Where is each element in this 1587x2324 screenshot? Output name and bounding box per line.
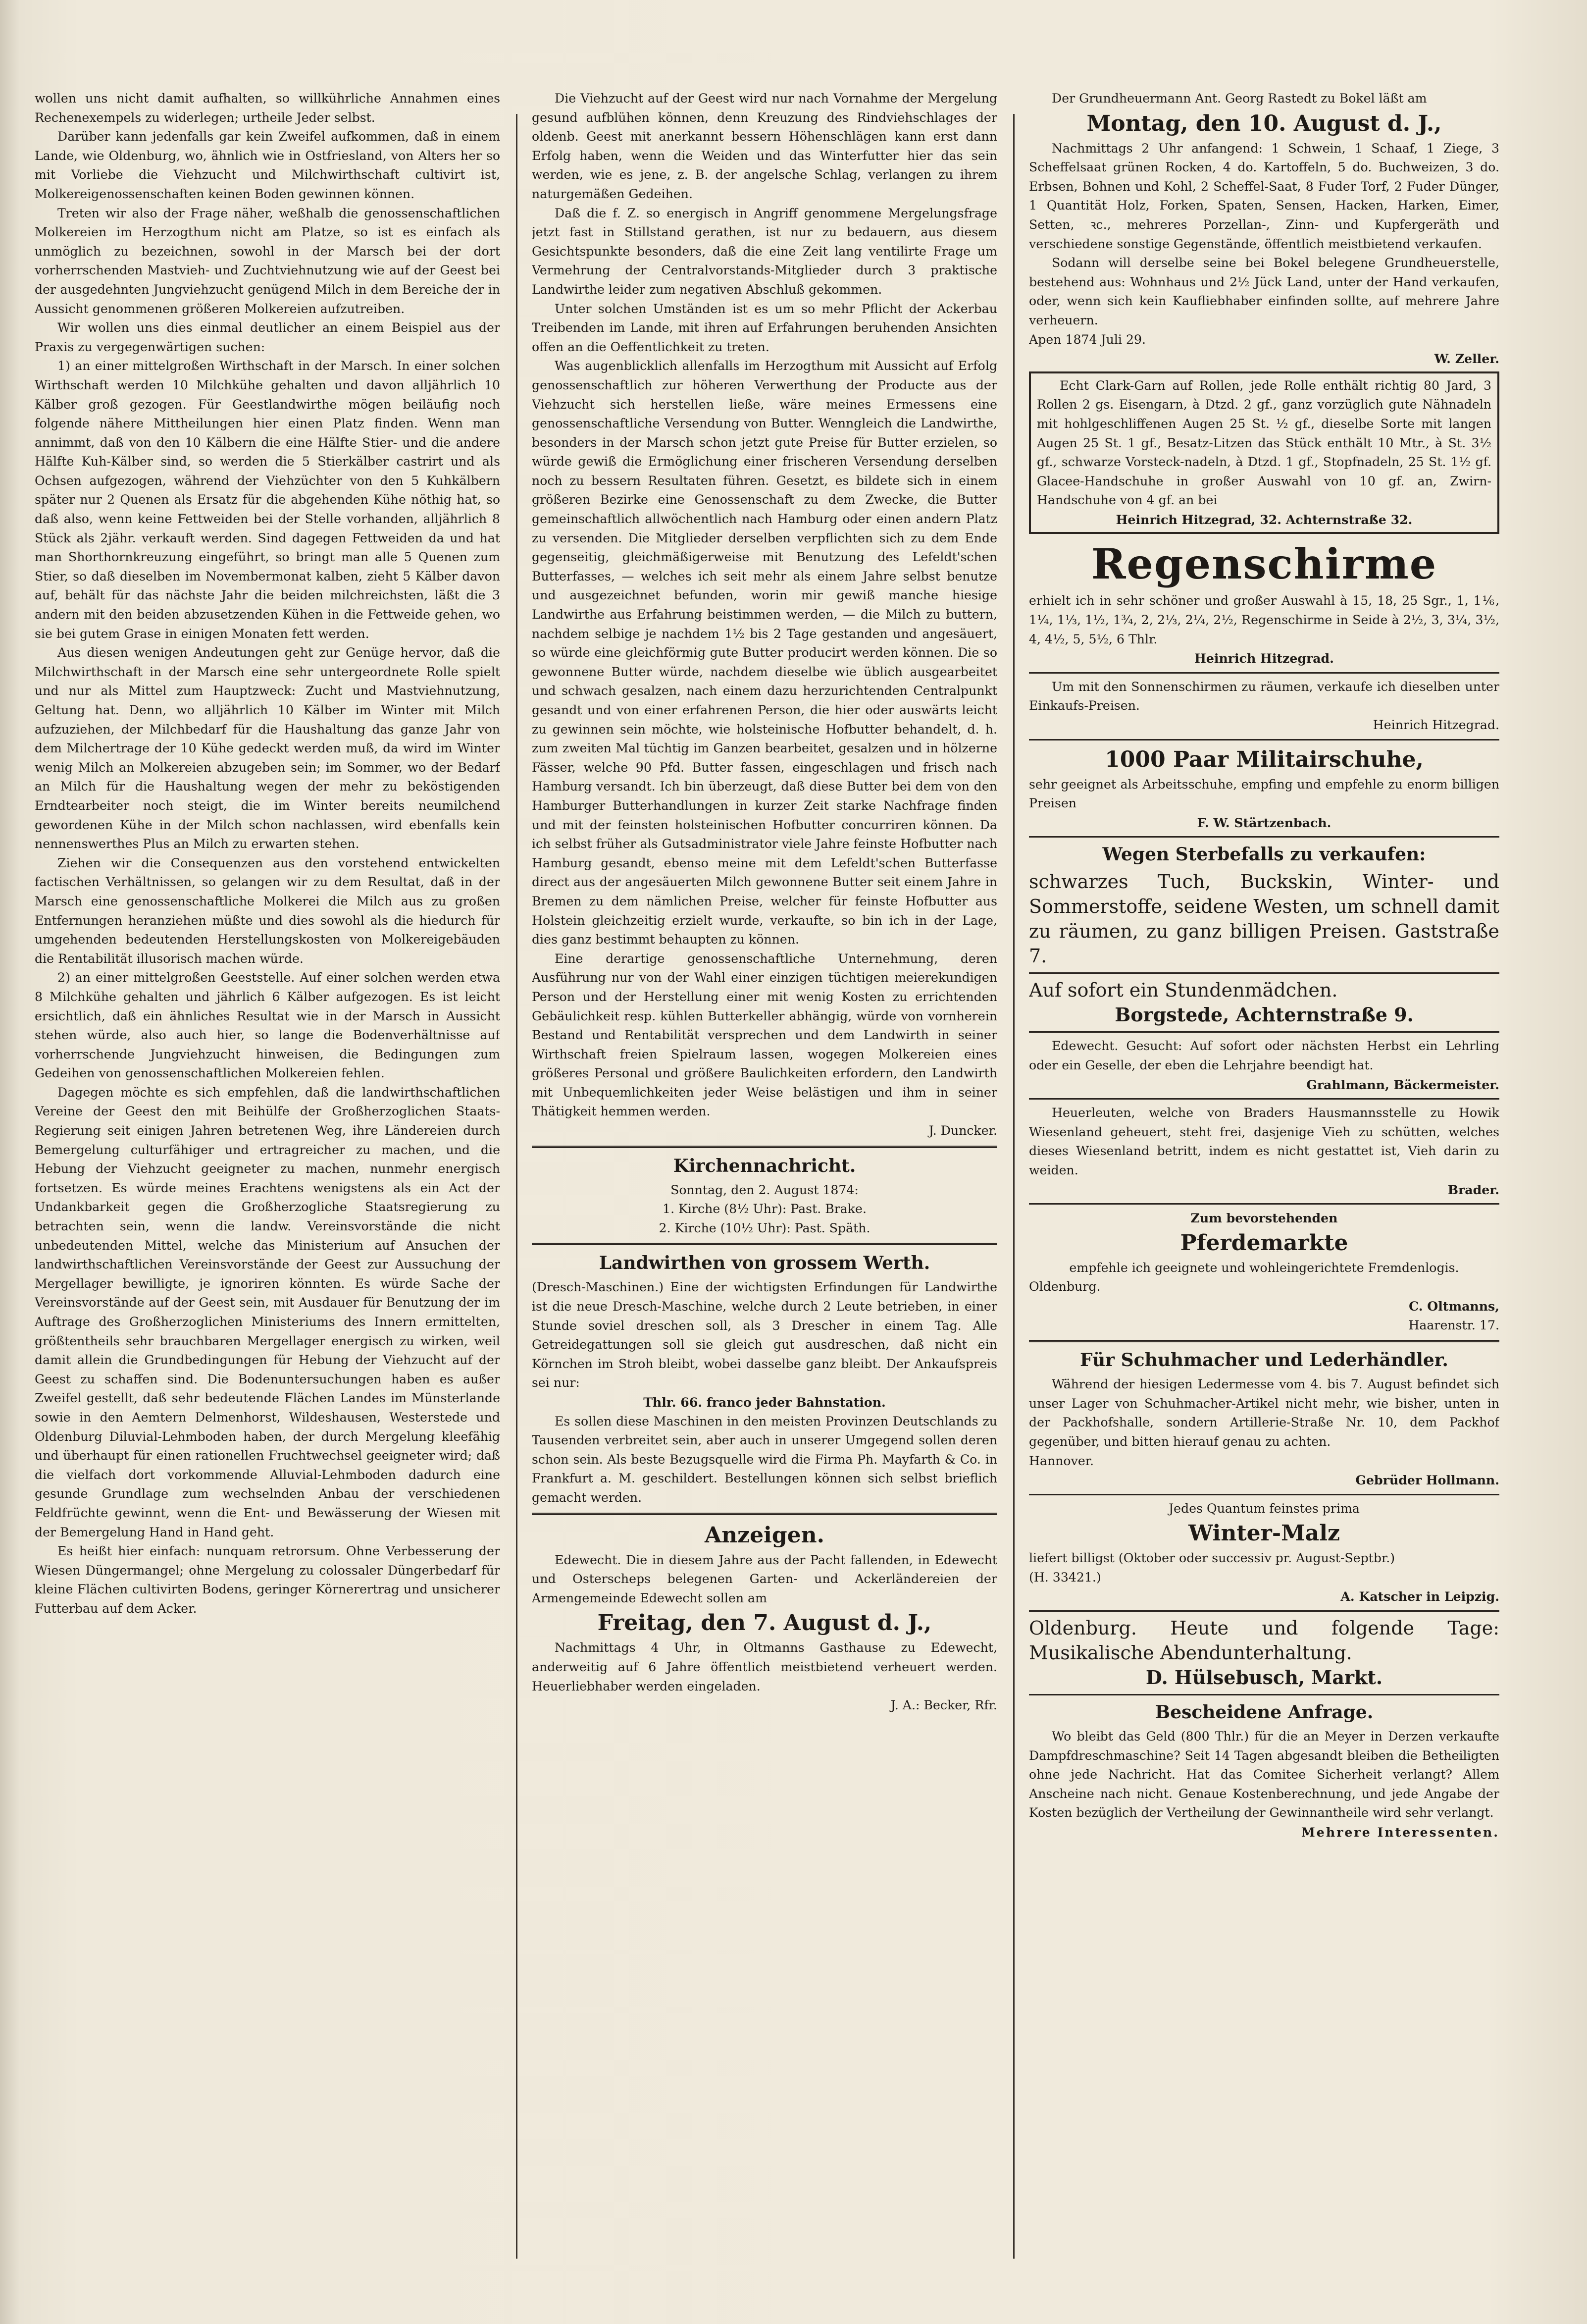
malt-code: (H. 33421.) — [1029, 1570, 1101, 1585]
malt-title: Winter-Malz — [1188, 1521, 1340, 1546]
auction-signature: W. Zeller. — [1434, 351, 1499, 367]
church-line: 2. Kirche (10½ Uhr): Past. Späth. — [659, 1220, 870, 1235]
apprentice-text: Edewecht. Gesucht: Auf sofort oder nächsten Herbst ein Lehrling oder ein Geselle, der eben die Lehrjahre beendigt hat. — [1029, 1039, 1499, 1072]
article-paragraph: Treten wir also der Frage näher, weßhalb die genossenschaftlichen Molkereien im Herzogthum nicht am Platze, so ist es einfach als unmöglich zu bezeichnen, sowohl in der Marsch bei der dort vorherrschenden Mastvieh- und Zuchtviehnutzung wie auf der Geest bei der ausgedehnten Jungviehzucht genügend Milch in dem Bereiche der in Aussicht genommenen größeren Molkereien aufzutreiben. — [35, 206, 500, 316]
column-rule-left — [516, 114, 517, 2259]
shoes-title: 1000 Paar Militairschuhe, — [1105, 746, 1424, 772]
church-line: 1. Kirche (8½ Uhr): Past. Brake. — [663, 1202, 867, 1216]
music-text: Oldenburg. Heute und folgende Tage: Musikalische Abendunterhaltung. — [1029, 1617, 1499, 1664]
article-paragraph: Dagegen möchte es sich empfehlen, daß die landwirthschaftlichen Vereine der Geest den mit Beihülfe der Großherzoglichen Staats-Regierung seit einigen Jahren betretenen Weg, ihre Ländereien durch Bemergelung culturfähiger und ertragreicher zu machen, und die Hebung der Viehzucht geeigneter zu machen, nunmehr energisch fortsetzen. Es würde meines Erachtens wenigstens als ein Act der Undankbarkeit gegen die Großherzogliche Staatsregierung zu betrachten sein, wenn die landw. Vereinsvorstände die nicht unbedeutenden Mittel, welche das Ministerium auf Ansuchen der landwirthschaftlichen Vereinsvorstände der Geest zur Aussuchung der Mergellager bewilligte, je ignoriren könnten. Es würde Sache der Vereinsvorstände auf der Geest sein, mit Ausdauer für Benutzung der im Auftrage des Großherzoglichen Ministeriums des Innern ermittelten, größtentheils sehr brauchbaren Mergellager energisch zu wirken, weil damit allein die Grundbedingungen für Hebung der Viehzucht auf der Geest zu schaffen sind. Die Bodenuntersuchungen haben es außer Zweifel gestellt, daß sehr bedeutende Flächen Landes im Münsterlande sowie in den Aemtern Delmenhorst, Wildeshausen, Westerstede und Oldenburg Diluvial-Lehmboden haben, der durch Mergelung kleefähig und überhaupt für einen rationellen Fruchtwechsel geeigneter wird; daß die vielfach dort vorkommende Alluvial-Lehmboden dadurch eine gesunde Grundlage zum wechselnden Anbau der verschiedenen Feldfrüchte gewinnt, wenn die Ent- und Bewässerung der Wiesen mit der Bemergelung Hand in Hand geht. — [35, 1085, 500, 1539]
apprentice-signature: Grahlmann, Bäckermeister. — [1306, 1077, 1499, 1092]
article-paragraph: Wir wollen uns dies einmal deutlicher an einem Beispiel aus der Praxis zu vergegenwärtigen suchen: — [35, 320, 500, 354]
divider — [1029, 972, 1499, 974]
death-sale-title: Wegen Sterbefalls zu verkaufen: — [1102, 844, 1426, 865]
church-title: Kirchennachricht. — [673, 1155, 856, 1176]
divider — [1029, 739, 1499, 740]
article-paragraph: Ziehen wir die Consequenzen aus den vorstehend entwickelten factischen Verhältnissen, so gelangen wir zu dem Resultat, daß in der Marsch eine genossenschaftliche Molkerei die Milch aus zu großen Entfernungen heranziehen müßte und dies sowohl als die hiedurch für umgehenden bedeutenden Herstellungskosten von Molkereigebäuden die Rentabilität illusorisch machen würde. — [35, 855, 500, 966]
tenants-text: Heuerleuten, welche von Braders Hausmannsstelle zu Howik Wiesenland geheuert, steht frei, dasjenige Vieh zu schütten, welches dieses Wiesenland betritt, indem es nicht gestattet ist, Vieh darin zu weiden. — [1029, 1106, 1499, 1177]
auction-date: Montag, den 10. August d. J., — [1086, 110, 1442, 136]
divider — [532, 1243, 997, 1245]
divider — [1029, 1494, 1499, 1495]
divider — [532, 1513, 997, 1515]
anzeigen-signature: J. A.: Becker, Rfr. — [890, 1698, 997, 1713]
divider — [1029, 1610, 1499, 1612]
inquiry-text: Wo bleibt das Geld (800 Thlr.) für die an Meyer in Derzen verkaufte Dampfdreschmaschine? Seit 14 Tagen abgesandt bleiben die Betheiligten ohne jede Nachricht. Hat das Comitee Sicherheit verlangt? Allem Anscheine nach nicht. Genaue Kostenberechnung, und jede Angabe der Kosten bezüglich der Vertheilung der Gewinnantheile wird sehr verlangt. — [1029, 1729, 1499, 1820]
horse-text: empfehle ich geeignete und wohleingerichtete Fremdenlogis. — [1069, 1260, 1459, 1275]
divider — [1029, 1340, 1499, 1342]
clark-signature: Heinrich Hitzegrad, 32. Achternstraße 32. — [1116, 512, 1413, 527]
article-paragraph: Darüber kann jedenfalls gar kein Zweifel aufkommen, daß in einem Lande, wie Oldenburg, wo, ähnlich wie in Ostfriesland, von Alters her so mit Vorliebe die Viehzucht und Milchwirthschaft cultivirt ist, Molkereigenossenschaften keinen Boden gewinnen können. — [35, 129, 500, 201]
divider — [1029, 1694, 1499, 1695]
machine-ad-title: Landwirthen von grossem Werth. — [599, 1253, 930, 1274]
divider — [1029, 836, 1499, 838]
anzeigen-text: Nachmittags 4 Uhr, in Oltmanns Gasthause zu Edewecht, anderweitig auf 6 Jahre öffentlich meistbietend verheuert werden. Heuerliebhaber werden eingeladen. — [532, 1640, 997, 1693]
auction-intro: Der Grundheuermann Ant. Georg Rastedt zu Bokel läßt am — [1052, 91, 1427, 106]
leather-text: Während der hiesigen Ledermesse vom 4. bis 7. August befindet sich unser Lager von Schuhmacher-Artikel nicht mehr, wie bisher, unten in der Packhofshalle, sondern Artillerie-Straße Nr. 10, dem Packhof gegenüber, und bitten hierauf genau zu achten. — [1029, 1377, 1499, 1449]
machine-ad-text: (Dresch-Maschinen.) Eine der wichtigsten Erfindungen für Landwirthe ist die neue Dresch-Maschine, welche durch 2 Leute betrieben, in einer Stunde soviel dreschen soll, als 3 Drescher in einem Tag. Alle Getreidegattungen soll sie gleich gut ausdreschen, daß nicht ein Körnchen im Stroh bleibt, wobei dasselbe ganz bleibt. Der Ankaufspreis sei nur: — [532, 1280, 997, 1390]
umbrella-signature: Heinrich Hitzegrad. — [1194, 651, 1334, 666]
column-rule-right — [1013, 114, 1015, 2259]
article-paragraph: Eine derartige genossenschaftliche Unternehmung, deren Ausführung nur von der Wahl einer einzigen tüchtigen meierekundigen Person und der Herstellung einer mit wenig Kosten zu errichtenden Gebäulichkeit resp. kühlen Butterkeller abhängig, würde von vornherein Bestand und Rentabilität versprechen und dem Landwirth in seiner Wirthschaft freien Spielraum lassen, wogegen Molkereien eines größeres Personal und größere Baulichkeiten erfordern, den Landwirth mit Unbequemlichkeiten jeder Weise belästigen und ihm in seiner Thätigkeit hemmen werden. — [532, 951, 997, 1119]
article-paragraph: Unter solchen Umständen ist es um so mehr Pflicht der Ackerbau Treibenden im Lande, mit ihren auf Erfahrungen beruhenden Ansichten offen an die Oeffentlichkeit zu treten. — [532, 301, 997, 354]
divider — [1029, 672, 1499, 674]
auction-place: Apen 1874 Juli 29. — [1029, 332, 1146, 347]
article-paragraph: wollen uns nicht damit aufhalten, so willkührliche Annahmen eines Rechenexempels zu widerlegen; urtheile Jeder selbst. — [35, 91, 500, 125]
malt-pre: Jedes Quantum feinstes prima — [1169, 1501, 1360, 1516]
divider — [1029, 1031, 1499, 1033]
article-paragraph: Es heißt hier einfach: nunquam retrorsum. Ohne Verbesserung der Wiesen Düngermangel; ohne Mergelung zu colossaler Düngerbedarf für kleine Flächen cultivirten Bodens, geringer Körnerertrag und unsicherer Futterbau auf dem Acker. — [35, 1544, 500, 1616]
music-signature: D. Hülsebusch, Markt. — [1145, 1666, 1383, 1689]
column-2 — [532, 89, 997, 2278]
horse-pre: Zum bevorstehenden — [1190, 1211, 1338, 1226]
death-sale-text: schwarzes Tuch, Buckskin, Winter- und Sommerstoffe, seidene Westen, um schnell damit zu räumen, zu ganz billigen Preisen. Gaststraße 7. — [1029, 871, 1499, 967]
leather-title: Für Schuhmacher und Lederhändler. — [1080, 1350, 1448, 1371]
maid-text: Auf sofort ein Stundenmädchen. — [1029, 979, 1338, 1002]
anzeigen-title: Anzeigen. — [705, 1522, 824, 1548]
horse-title: Pferdemarkte — [1180, 1230, 1348, 1256]
machine-ad-price: Thlr. 66. franco jeder Bahnstation. — [643, 1395, 886, 1410]
umbrella-text: erhielt ich in sehr schöner und großer Auswahl à 15, 18, 25 Sgr., 1, 1⅙, 1¼, 1⅓, 1½, 1¾, 2, 2⅓, 2¼, 2½, Regenschirme in Seide à 2½, 3, 3¼, 3½, 4, 4½, 5, 5½, 6 Thlr. — [1029, 593, 1499, 646]
inquiry-signature: Mehrere Interessenten. — [1301, 1825, 1499, 1840]
church-date: Sonntag, den 2. August 1874: — [670, 1182, 859, 1197]
umbrella-title: Regenschirme — [1091, 539, 1437, 589]
page-content — [35, 89, 1500, 2278]
column-3-ads — [1029, 89, 1499, 2278]
leather-place: Hannover. — [1029, 1453, 1094, 1468]
leather-signature: Gebrüder Hollmann. — [1355, 1473, 1499, 1488]
anzeigen-date: Freitag, den 7. August d. J., — [597, 1610, 932, 1636]
horse-signature: C. Oltmanns, — [1409, 1298, 1499, 1314]
horse-address: Haarenstr. 17. — [1408, 1318, 1499, 1332]
horse-place: Oldenburg. — [1029, 1279, 1101, 1294]
divider — [1029, 1098, 1499, 1100]
parasol-text: Um mit den Sonnenschirmen zu räumen, verkaufe ich dieselben unter Einkaufs-Preisen. — [1029, 679, 1499, 713]
tenants-signature: Brader. — [1447, 1182, 1499, 1197]
malt-text: liefert billigst (Oktober oder successiv pr. August-Septbr.) — [1029, 1551, 1395, 1566]
article-paragraph: 2) an einer mittelgroßen Geeststelle. Auf einer solchen werden etwa 8 Milchkühe gehalten und jährlich 6 Kälber aufgezogen. Es ist leicht ersichtlich, daß ein ähnliches Resultat wie in der Marsch in Aussicht stehen würde, also auch hier, so lange die Bodenverhältnisse auf vorherrschende Jungviehzucht hinweisen, die Bedingungen zum Gedeihen von genossenschaftlichen Molkereien fehlen. — [35, 970, 500, 1081]
column-1-article — [35, 89, 500, 2278]
article-paragraph: Was augenblicklich allenfalls im Herzogthum mit Aussicht auf Erfolg genossenschaftlich zur höheren Verwerthung der Producte aus der Viehzucht sich herstellen ließe, wäre meines Ermessens eine genossenschaftliche Versendung von Butter. Wenngleich die Landwirthe, besonders in der Marsch schon jetzt gute Preise für Butter erzielen, so würde gewiß die Ermöglichung einer frischeren Versendung derselben noch zu bessern Resultaten führen. Gesetzt, es bildete sich in einem größeren Bezirke eine Genossenschaft zu dem Zwecke, die Butter gemeinschaftlich allwöchentlich nach Hamburg oder einen andern Platz zu versenden. Die Mitglieder derselben verpflichten sich zu dem Ende gegenseitig, gleichmäßigerweise mit Benutzung des Lefeldt'schen Butterfasses, — welches ich seit mehr als einem Jahre selbst benutze und ausgezeichnet befunden, worin mir gewiß manche hiesige Landwirthe aus Erfahrung beistimmen werden, — die Milch zu buttern, nachdem selbige je nachdem 1½ bis 2 Tage gestanden und angesäuert, so würde eine gleichförmig gute Butter producirt werden können. Die so gewonnene Butter würde, nachdem dieselbe wie üblich ausgearbeitet und schwach gesalzen, nach einem dazu herzurichtenden Centralpunkt gesandt und von einer erfahrenen Person, die hier oder auswärts leicht zu gewinnen sein möchte, wie holsteinische Hofbutter behandelt, d. h. zum zweiten Mal tüchtig im Ganzen bearbeitet, gesalzen und in hölzerne Fässer, welche 90 Pfd. Butter fassen, eingeschlagen und frisch nach Hamburg versandt. Ich bin überzeugt, daß diese Butter bei dem von den Hamburger Butterhandlungen in kurzer Zeit starke Nachfrage finden und mit der feinsten holsteinischen Hofbutter concurriren können. Da ich selbst früher als Gutsadministrator viele Jahre feinste Hofbutter nach Hamburg gesandt, ebenso meine mit dem Lefeldt'schen Butterfasse direct aus der angesäuerten Milch gewonnene Butter seit einem Jahre in Bremen zu dem nämlichen Preise, welcher für feinste Hofbutter aus Holstein gleichzeitig erzielt wurde, verkaufte, so bin ich in der Lage, dies ganz bestimmt behaupten zu können. — [532, 359, 997, 947]
article-paragraph: Die Viehzucht auf der Geest wird nur nach Vornahme der Mergelung gesund aufblühen können, denn Kreuzung des Rindviehschlages der oldenb. Geest mit anerkannt bessern Höhenschlägen kann erst dann Erfolg haben, wenn die Weiden und das Winterfutter hier das sein werden, wie es jene, z. B. der angelsche Schlag, verlangen zu ihrem naturgemäßen Gedeihen. — [532, 91, 997, 201]
malt-signature: A. Katscher in Leipzig. — [1340, 1589, 1499, 1604]
article-paragraph: Daß die f. Z. so energisch in Angriff genommene Mergelungsfrage jetzt fast in Stillstand gerathen, ist nur zu bedauern, aus diesem Gesichtspunkte besonders, daß die eine Zeit lang ventilirte Frage um Vermehrung der Centralvorstands-Mitglieder durch 3 praktische Landwirthe leider zum negativen Abschluß gekommen. — [532, 206, 997, 297]
machine-ad-text: Es sollen diese Maschinen in den meisten Provinzen Deutschlands zu Tausenden verbreitet sein, aber auch in unserer Umgegend sollen deren schon sein. Als beste Bezugsquelle wird die Firma Ph. Mayfarth & Co. in Frankfurt a. M. geschildert. Bestellungen können sich selbst brieflich gemacht werden. — [532, 1414, 997, 1505]
clark-text: Echt Clark-Garn auf Rollen, jede Rolle enthält richtig 80 Jard, 3 Rollen 2 gs. Eisengarn, à Dtzd. 2 gf., ganz vorzüglich gute Nähnadeln mit hohlgeschliffenen Augen 25 St. ½ gf., dieselbe Sorte mit langen Augen 25 St. 1 gf., Besatz-Litzen das Stück enthält 10 Mtr., à St. 3½ gf., schwarze Vorsteck-nadeln, à Dtzd. 1 gf., Stopfnadeln, 25 St. 1½ gf. Glacee-Handschuhe in großer Auswahl von 10 gf. an, Zwirn-Handschuhe von 4 gf. an bei — [1037, 378, 1491, 508]
article-paragraph: Aus diesen wenigen Andeutungen geht zur Genüge hervor, daß die Milchwirthschaft in der Marsch eine sehr untergeordnete Rolle spielt und nur als Mittel zum Hauptzweck: Zucht und Mastviehnutzung, Geltung hat. Denn, wo alljährlich 10 Kälber im Winter mit Milch aufzuziehen, der Milchbedarf für die Haushaltung das ganze Jahr von dem Milchertrage der 10 Kühe gedeckt werden muß, da wird im Winter wenig Milch an Molkereien abzugeben sein; im Sommer, wo der Bedarf an Milch für die Haushaltung wegen der mehr zu beköstigenden Erndtearbeiter noch steigt, die im Winter bereits neumilchend gewordenen Kühe in der Milch schon nachlassen, wird ebenfalls kein nennenswerthes Plus an Milch zu erwarten stehen. — [35, 645, 500, 851]
article-signature: J. Duncker. — [928, 1123, 997, 1138]
auction-text: Nachmittags 2 Uhr anfangend: 1 Schwein, 1 Schaaf, 1 Ziege, 3 Scheffelsaat grünen Rocken, 4 do. Kartoffeln, 5 do. Buchweizen, 3 do. Erbsen, Bohnen und Kohl, 2 Scheffel-Saat, 8 Fuder Torf, 2 Fuder Dünger, 1 Quantität Holz, Forken, Spaten, Sensen, Hacken, Harken, Eimer, Setten, ꝛc., mehreres Porzellan-, Zinn- und Kupfergeräth und verschiedene sonstige Gegenstände, öffentlich meistbietend verkaufen. — [1029, 141, 1499, 251]
parasol-signature: Heinrich Hitzegrad. — [1373, 718, 1499, 733]
article-paragraph: 1) an einer mittelgroßen Wirthschaft in der Marsch. In einer solchen Wirthschaft werden 10 Milchkühe gehalten und davon alljährlich 10 Kälber groß gezogen. Für Geestlandwirthe mögen beiläufig noch folgende nähere Mittheilungen hier einen Platz finden. Wenn man annimmt, daß von den 10 Kälbern die eine Hälfte Stier- und die andere Hälfte Kuh-Kälber sind, so werden die 5 Stierkälber castrirt und als Ochsen aufgezogen, während der Viehzüchter von den 5 Kuhkälbern später nur 2 Quenen als Ersatz für die abgehenden Kühe nöthig hat, so daß also, wenn keine Fettweiden bei der Stelle vorhanden, alljährlich 8 Stück als 2jähr. verkauft werden. Sind dagegen Fettweiden da und hat man Shorthornkreuzung eingeführt, so bringt man alle 5 Quenen zum Stier, so daß dieselben im Novembermonat kalben, zieht 5 Kälber davon auf, behält für das nächste Jahr die beiden milchreichsten, läßt die 3 andern mit den beiden abzusetzenden Kühen in die Fettweide gehen, wo sie bei gutem Grase in einigen Monaten fett werden. — [35, 359, 500, 641]
anzeigen-text: Edewecht. Die in diesem Jahre aus der Pacht fallenden, in Edewecht und Osterscheps belegenen Garten- und Ackerländereien der Armengemeinde Edewecht sollen am — [532, 1552, 997, 1605]
divider — [532, 1146, 997, 1148]
divider — [1029, 1203, 1499, 1205]
maid-signature: Borgstede, Achternstraße 9. — [1115, 1004, 1414, 1026]
shoes-signature: F. W. Stärtzenbach. — [1197, 815, 1331, 830]
auction-text: Sodann will derselbe seine bei Bokel belegene Grundheuerstelle, bestehend aus: Wohnhaus und 2½ Jück Land, unter der Hand verkaufen, oder, wenn sich kein Kaufliebhaber einfinden sollte, auf mehrere Jahre verheuern. — [1029, 256, 1499, 327]
clark-ad — [1029, 371, 1499, 534]
shoes-text: sehr geeignet als Arbeitsschuhe, empfing und empfehle zu enorm billigen Preisen — [1029, 777, 1499, 811]
inquiry-title: Bescheidene Anfrage. — [1155, 1702, 1374, 1723]
